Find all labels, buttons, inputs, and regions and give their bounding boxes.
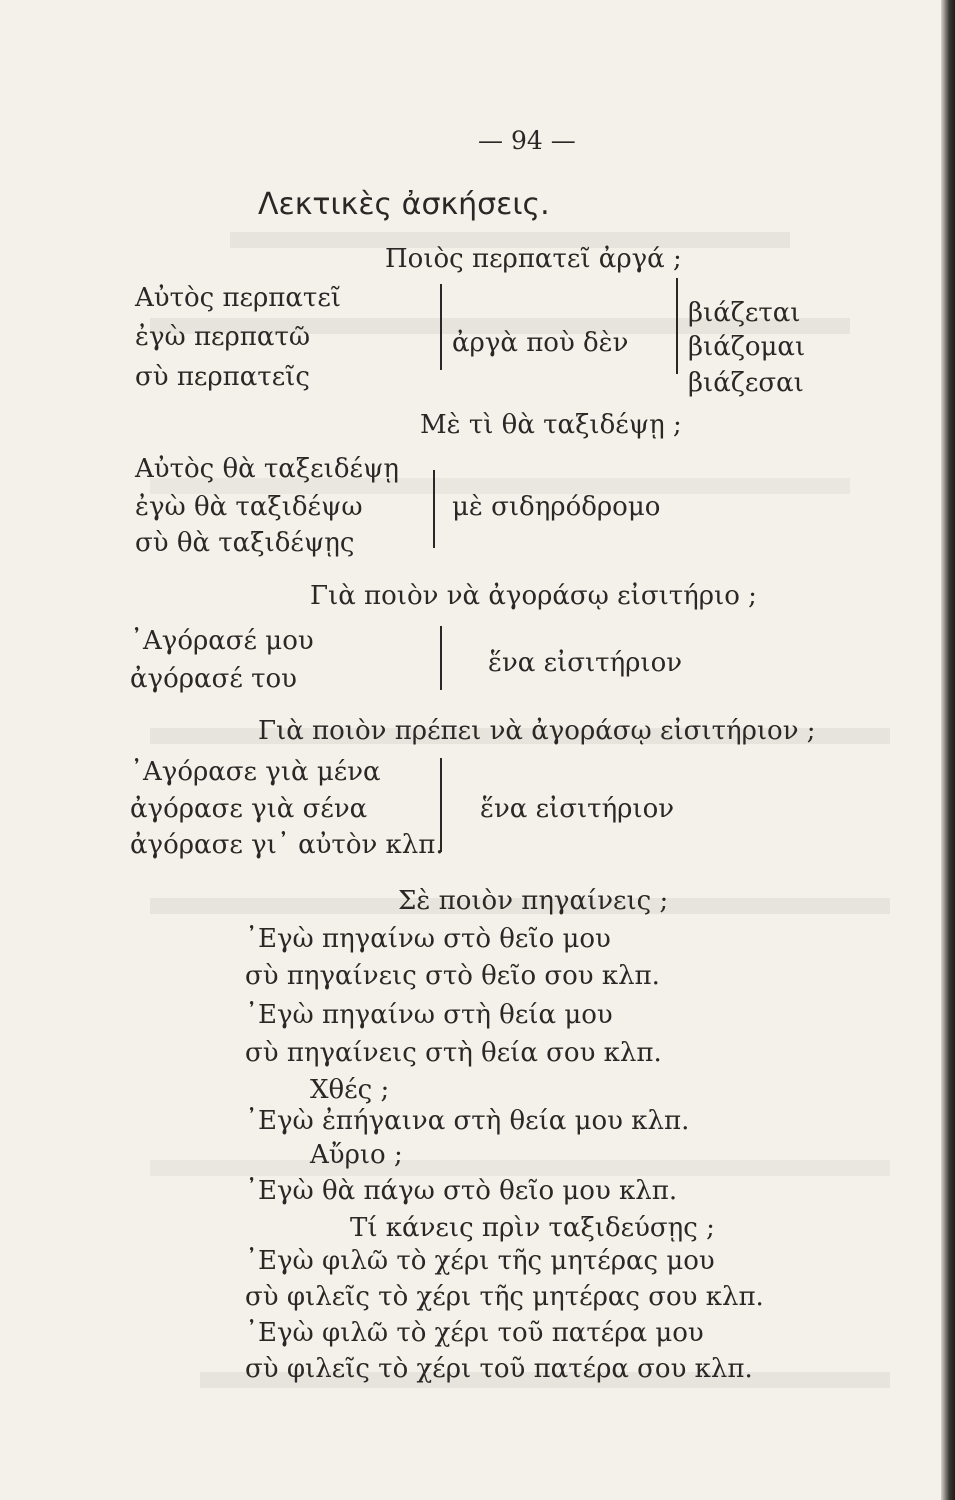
question-1: Ποιὸς περπατεῖ ἀργά ; bbox=[385, 244, 682, 274]
b3-right: ἕνα εἰσιτήριον bbox=[488, 648, 683, 678]
b2-left-1: Αὐτὸς θὰ ταξειδέψῃ bbox=[135, 454, 399, 484]
b1-left-brace bbox=[440, 284, 446, 370]
b1-right-2: βιάζομαι bbox=[688, 332, 806, 362]
question-3: Γιὰ ποιὸν νὰ ἀγοράσῳ εἰσιτήριο ; bbox=[310, 581, 757, 611]
b2-brace bbox=[433, 470, 439, 548]
b2-right: μὲ σιδηρόδρομο bbox=[452, 492, 661, 522]
b8-line-2: σὺ φιλεῖς τὸ χέρι τῆς μητέρας σου κλπ. bbox=[245, 1282, 764, 1312]
b1-right-3: βιάζεσαι bbox=[688, 368, 804, 398]
question-5: Σὲ ποιὸν πηγαίνεις ; bbox=[398, 886, 669, 916]
page-number: — 94 — bbox=[478, 126, 576, 155]
b4-brace bbox=[440, 758, 446, 852]
b3-brace bbox=[440, 626, 446, 690]
b7-line: ᾿Εγὼ θὰ πάγω στὸ θεῖο μου κλπ. bbox=[245, 1176, 678, 1206]
b8-line-3: ᾿Εγὼ φιλῶ τὸ χέρι τοῦ πατέρα μου bbox=[245, 1318, 704, 1348]
b1-right-1: βιάζεται bbox=[688, 298, 801, 328]
b1-right-brace bbox=[672, 278, 678, 374]
b1-middle: ἀργὰ ποὺ δὲν bbox=[452, 328, 629, 358]
b8-line-4: σὺ φιλεῖς τὸ χέρι τοῦ πατέρα σου κλπ. bbox=[245, 1354, 753, 1384]
b4-left-2: ἀγόρασε γιὰ σένα bbox=[130, 794, 368, 824]
b2-left-3: σὺ θὰ ταξιδέψῃς bbox=[135, 528, 355, 558]
b5-line-4: σὺ πηγαίνεις στὴ θεία σου κλπ. bbox=[245, 1038, 662, 1068]
b3-left-1: ᾿Αγόρασέ μου bbox=[130, 626, 314, 656]
section-heading: Λεκτικὲς ἀσκήσεις. bbox=[258, 187, 550, 222]
question-2: Μὲ τὶ θὰ ταξιδέψῃ ; bbox=[420, 410, 682, 440]
b5-line-2: σὺ πηγαίνεις στὸ θεῖο σου κλπ. bbox=[245, 961, 660, 991]
b5-line-3: ᾿Εγὼ πηγαίνω στὴ θεία μου bbox=[245, 1000, 613, 1030]
b1-left-1: Αὐτὸς περπατεῖ bbox=[135, 283, 341, 313]
b1-left-3: σὺ περπατεῖς bbox=[135, 362, 310, 392]
b5-line-1: ᾿Εγὼ πηγαίνω στὸ θεῖο μου bbox=[245, 924, 611, 954]
b2-left-2: ἐγὼ θὰ ταξιδέψω bbox=[135, 492, 363, 522]
b4-left-3: ἀγόρασε γι᾿ αὐτὸν κλπ. bbox=[130, 830, 444, 860]
question-4: Γιὰ ποιὸν πρέπει νὰ ἀγοράσῳ εἰσιτήριον ; bbox=[258, 716, 816, 746]
b1-left-2: ἐγὼ περπατῶ bbox=[135, 322, 311, 352]
question-6: Χθές ; bbox=[310, 1075, 390, 1105]
page-binding-edge bbox=[941, 0, 955, 1500]
b8-line-1: ᾿Εγὼ φιλῶ τὸ χέρι τῆς μητέρας μου bbox=[245, 1246, 715, 1276]
b3-left-2: ἀγόρασέ του bbox=[130, 664, 297, 694]
question-8: Τί κάνεις πρὶν ταξιδεύσῃς ; bbox=[350, 1213, 715, 1243]
question-7: Αὔριο ; bbox=[310, 1140, 403, 1170]
b6-line: ᾿Εγὼ ἐπήγαινα στὴ θεία μου κλπ. bbox=[245, 1106, 690, 1136]
b4-right: ἕνα εἰσιτήριον bbox=[480, 794, 675, 824]
b4-left-1: ᾿Αγόρασε γιὰ μένα bbox=[130, 757, 381, 787]
